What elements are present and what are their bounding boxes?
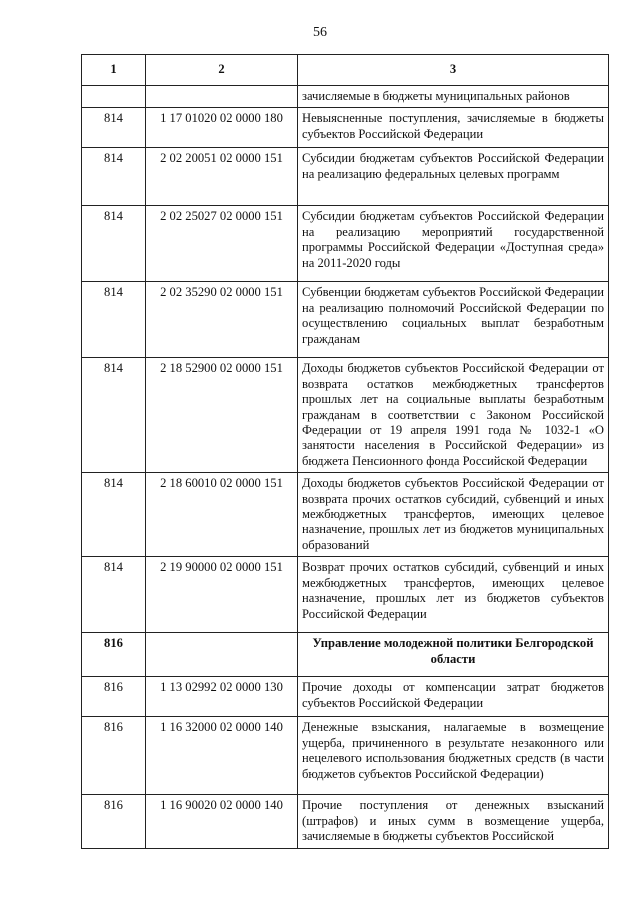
revenue-description-cell: Управление молодежной политики Белгородской области xyxy=(298,633,609,677)
admin-code-cell: 814 xyxy=(82,148,146,206)
budget-classification-code-cell: 2 18 60010 02 0000 151 xyxy=(146,473,298,557)
table-row xyxy=(82,206,609,282)
page-number: 56 xyxy=(313,25,327,40)
column-header-2: 2 xyxy=(146,55,298,86)
table-row xyxy=(82,795,609,848)
table-row xyxy=(82,473,609,557)
table-row xyxy=(82,557,609,633)
table-row xyxy=(82,677,609,717)
admin-code-cell: 814 xyxy=(82,282,146,358)
revenue-description-cell: Прочие доходы от компенсации затрат бюджетов субъектов Российской Федерации xyxy=(298,677,609,717)
budget-classification-code-cell: 1 13 02992 02 0000 130 xyxy=(146,677,298,717)
revenue-description-cell: Возврат прочих остатков субсидий, субвенций и иных межбюджетных трансфертов, имеющих целевое назначение, прошлых лет из бюджетов субъектов Российской Федерации xyxy=(298,557,609,633)
budget-classification-code-cell: 2 18 52900 02 0000 151 xyxy=(146,358,298,473)
table-row xyxy=(82,108,609,148)
admin-code-cell: 816 xyxy=(82,717,146,795)
admin-code-cell xyxy=(82,86,146,108)
budget-classification-code-cell: 1 17 01020 02 0000 180 xyxy=(146,108,298,148)
admin-code-cell: 814 xyxy=(82,473,146,557)
admin-code-cell: 814 xyxy=(82,557,146,633)
budget-classification-code-cell: 2 19 90000 02 0000 151 xyxy=(146,557,298,633)
budget-classification-code-cell xyxy=(146,86,298,108)
admin-code-cell: 816 xyxy=(82,795,146,848)
column-header-1: 1 xyxy=(82,55,146,86)
budget-classification-code-cell: 2 02 25027 02 0000 151 xyxy=(146,206,298,282)
table-section-header-row xyxy=(82,633,609,677)
admin-code-cell: 816 xyxy=(82,677,146,717)
revenue-description-cell: Субвенции бюджетам субъектов Российской Федерации на реализацию полномочий Российской Федерации по осуществлению социальных выплат безработным гражданам xyxy=(298,282,609,358)
budget-classification-code-cell: 2 02 35290 02 0000 151 xyxy=(146,282,298,358)
table-header-row xyxy=(82,55,609,86)
budget-classification-code-cell xyxy=(146,633,298,677)
column-header-3: 3 xyxy=(298,55,609,86)
budget-codes-table xyxy=(81,54,609,849)
table-row xyxy=(82,358,609,473)
revenue-description-cell: Доходы бюджетов субъектов Российской Федерации от возврата прочих остатков субсидий, субвенций и иных межбюджетных трансфертов, имеющих целевое назначение, прошлых лет из бюджетов муниципальных образований xyxy=(298,473,609,557)
revenue-description-cell: Невыясненные поступления, зачисляемые в бюджеты субъектов Российской Федерации xyxy=(298,108,609,148)
table-row xyxy=(82,148,609,206)
revenue-description-cell: Прочие поступления от денежных взысканий (штрафов) и иных сумм в возмещение ущерба, зачисляемые в бюджеты субъектов Российской xyxy=(298,795,609,848)
table-row xyxy=(82,717,609,795)
budget-classification-code-cell: 1 16 90020 02 0000 140 xyxy=(146,795,298,848)
admin-code-cell: 816 xyxy=(82,633,146,677)
admin-code-cell: 814 xyxy=(82,108,146,148)
revenue-description-cell: Субсидии бюджетам субъектов Российской Федерации на реализацию федеральных целевых программ xyxy=(298,148,609,206)
table-row xyxy=(82,282,609,358)
admin-code-cell: 814 xyxy=(82,358,146,473)
revenue-description-cell: Денежные взыскания, налагаемые в возмещение ущерба, причиненного в результате незаконного или нецелевого использования бюджетных средств (в части бюджетов субъектов Российской Федерации) xyxy=(298,717,609,795)
budget-classification-code-cell: 2 02 20051 02 0000 151 xyxy=(146,148,298,206)
budget-classification-code-cell: 1 16 32000 02 0000 140 xyxy=(146,717,298,795)
revenue-description-cell: Субсидии бюджетам субъектов Российской Федерации на реализацию мероприятий государственной программы Российской Федерации «Доступная среда» на 2011-2020 годы xyxy=(298,206,609,282)
admin-code-cell: 814 xyxy=(82,206,146,282)
revenue-description-cell: Доходы бюджетов субъектов Российской Федерации от возврата остатков межбюджетных трансфертов прошлых лет на социальные выплаты безработным гражданам в соответствии с Законом Российской Федерации от 19 апреля 1991 года № 1032-1 «О занятости населения в Российской Федерации» из бюджета Пенсионного фонда Российской Федерации xyxy=(298,358,609,473)
table-row xyxy=(82,86,609,108)
revenue-description-cell: зачисляемые в бюджеты муниципальных районов xyxy=(298,86,609,108)
